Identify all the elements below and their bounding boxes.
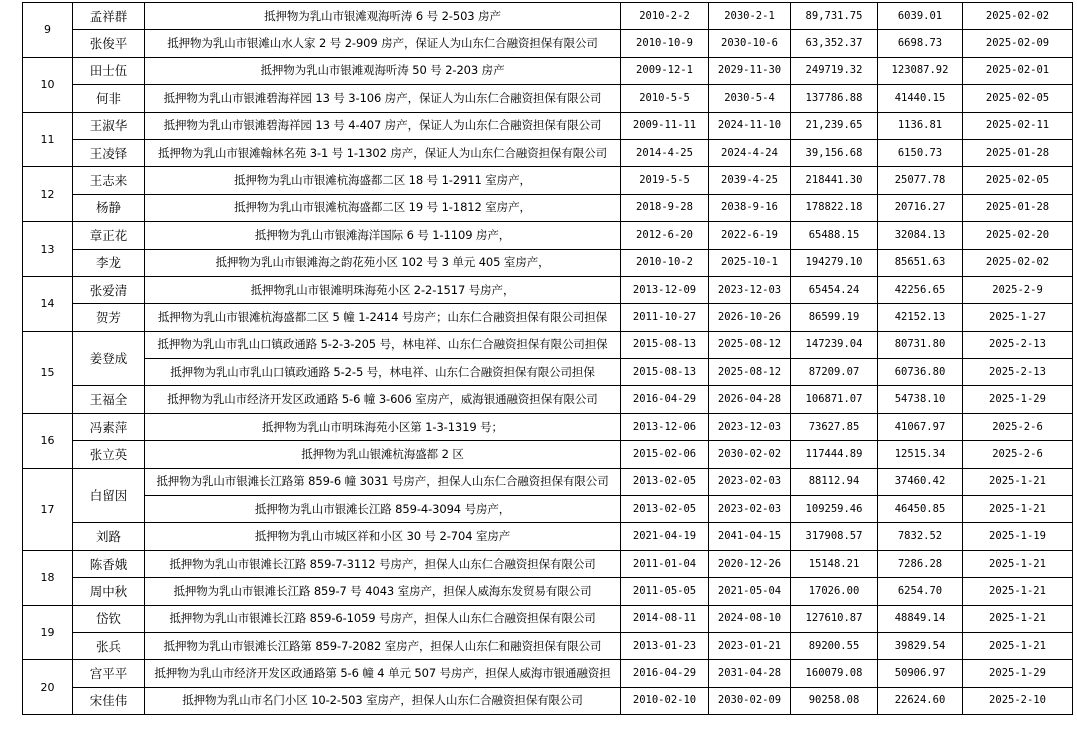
table-row: [23, 331, 1073, 358]
record-date-cell: 2025-1-21: [963, 632, 1073, 659]
collateral-description-cell: 抵押物为乳山市经济开发区政通路 5-6 幢 3-606 室房产，威海银通融资担保有限公司: [145, 386, 621, 413]
borrower-name-cell: 姜登成: [73, 331, 145, 386]
principal-amount-cell: 39,156.68: [791, 139, 878, 166]
borrower-name-cell: 张立英: [73, 441, 145, 468]
loan-start-date-cell: 2015-02-06: [621, 441, 709, 468]
borrower-name-cell: 章正花: [73, 222, 145, 249]
borrower-name-cell: 岱钦: [73, 605, 145, 632]
borrower-name-cell: 白留因: [73, 468, 145, 523]
collateral-description-cell: 抵押物为乳山市银滩海之韵花苑小区 102 号 3 单元 405 室房产，: [145, 249, 621, 276]
principal-amount-cell: 160079.08: [791, 660, 878, 687]
principal-amount-cell: 178822.18: [791, 194, 878, 221]
table-row: [23, 276, 1073, 303]
record-date-cell: 2025-01-28: [963, 139, 1073, 166]
interest-amount-cell: 60736.80: [878, 359, 963, 386]
loan-end-date-cell: 2031-04-28: [709, 660, 791, 687]
borrower-name-cell: 宋佳伟: [73, 687, 145, 714]
borrower-name-cell: 何非: [73, 85, 145, 112]
group-number-cell: 9: [23, 3, 73, 58]
table-row: [23, 222, 1073, 249]
group-number-cell: 15: [23, 331, 73, 413]
loan-start-date-cell: 2013-02-05: [621, 468, 709, 495]
loan-start-date-cell: 2021-04-19: [621, 523, 709, 550]
collateral-description-cell: 抵押物为乳山市银滩杭海盛都二区 19 号 1-1812 室房产，: [145, 194, 621, 221]
record-date-cell: 2025-01-28: [963, 194, 1073, 221]
principal-amount-cell: 89,731.75: [791, 3, 878, 30]
record-date-cell: 2025-2-9: [963, 276, 1073, 303]
table-row: [23, 578, 1073, 605]
collateral-description-cell: 抵押物为乳山市城区祥和小区 30 号 2-704 室房产: [145, 523, 621, 550]
loan-end-date-cell: 2025-08-12: [709, 359, 791, 386]
loan-end-date-cell: 2041-04-15: [709, 523, 791, 550]
table-row: [23, 550, 1073, 577]
loan-end-date-cell: 2039-4-25: [709, 167, 791, 194]
collateral-description-cell: 抵押物为乳山市银滩海洋国际 6 号 1-1109 房产，: [145, 222, 621, 249]
loan-end-date-cell: 2024-4-24: [709, 139, 791, 166]
borrower-name-cell: 李龙: [73, 249, 145, 276]
loan-end-date-cell: 2030-5-4: [709, 85, 791, 112]
loan-start-date-cell: 2010-02-10: [621, 687, 709, 714]
loan-end-date-cell: 2023-02-03: [709, 468, 791, 495]
loan-end-date-cell: 2025-10-1: [709, 249, 791, 276]
interest-amount-cell: 50906.97: [878, 660, 963, 687]
collateral-description-cell: 抵押物为乳山市名门小区 10-2-503 室房产，担保人山东仁合融资担保有限公司: [145, 687, 621, 714]
borrower-name-cell: 宫平平: [73, 660, 145, 687]
record-date-cell: 2025-1-19: [963, 523, 1073, 550]
interest-amount-cell: 54738.10: [878, 386, 963, 413]
interest-amount-cell: 80731.80: [878, 331, 963, 358]
collateral-description-cell: 抵押物为乳山市银滩长江路 859-7-3112 号房产，担保人山东仁合融资担保有限公司: [145, 550, 621, 577]
record-date-cell: 2025-02-05: [963, 167, 1073, 194]
principal-amount-cell: 249719.32: [791, 57, 878, 84]
loan-end-date-cell: 2023-12-03: [709, 276, 791, 303]
group-number-cell: 16: [23, 413, 73, 468]
principal-amount-cell: 65454.24: [791, 276, 878, 303]
interest-amount-cell: 7832.52: [878, 523, 963, 550]
principal-amount-cell: 194279.10: [791, 249, 878, 276]
table-row: [23, 249, 1073, 276]
borrower-name-cell: 王淑华: [73, 112, 145, 139]
interest-amount-cell: 12515.34: [878, 441, 963, 468]
borrower-name-cell: 田士伍: [73, 57, 145, 84]
interest-amount-cell: 42152.13: [878, 304, 963, 331]
table-row: [23, 523, 1073, 550]
table-row: [23, 496, 1073, 523]
interest-amount-cell: 6254.70: [878, 578, 963, 605]
interest-amount-cell: 41440.15: [878, 85, 963, 112]
loan-end-date-cell: 2023-02-03: [709, 496, 791, 523]
interest-amount-cell: 25077.78: [878, 167, 963, 194]
principal-amount-cell: 127610.87: [791, 605, 878, 632]
table-row: [23, 441, 1073, 468]
loan-start-date-cell: 2011-01-04: [621, 550, 709, 577]
record-date-cell: 2025-1-21: [963, 496, 1073, 523]
borrower-name-cell: 张俊平: [73, 30, 145, 57]
record-date-cell: 2025-2-6: [963, 413, 1073, 440]
collateral-description-cell: 抵押物为乳山市乳山口镇政通路 5-2-5 号，林电祥、山东仁合融资担保有限公司担保: [145, 359, 621, 386]
principal-amount-cell: 73627.85: [791, 413, 878, 440]
collateral-description-cell: 抵押物为乳山市乳山口镇政通路 5-2-3-205 号，林电祥、山东仁合融资担保有限公司担保: [145, 331, 621, 358]
record-date-cell: 2025-02-11: [963, 112, 1073, 139]
principal-amount-cell: 317908.57: [791, 523, 878, 550]
loan-end-date-cell: 2026-04-28: [709, 386, 791, 413]
record-date-cell: 2025-2-13: [963, 331, 1073, 358]
table-row: [23, 30, 1073, 57]
principal-amount-cell: 117444.89: [791, 441, 878, 468]
principal-amount-cell: 63,352.37: [791, 30, 878, 57]
collateral-description-cell: 抵押物乳山市银滩明珠海苑小区 2-2-1517 号房产，: [145, 276, 621, 303]
collateral-description-cell: 抵押物为乳山市银滩翰林名苑 3-1 号 1-1302 房产，保证人为山东仁合融资担保有限公司: [145, 139, 621, 166]
record-date-cell: 2025-2-10: [963, 687, 1073, 714]
collateral-description-cell: 抵押物为乳山市银滩长江路 859-4-3094 号房产，: [145, 496, 621, 523]
borrower-name-cell: 陈香娥: [73, 550, 145, 577]
interest-amount-cell: 1136.81: [878, 112, 963, 139]
table-row: [23, 304, 1073, 331]
loan-start-date-cell: 2010-10-2: [621, 249, 709, 276]
table-row: [23, 660, 1073, 687]
principal-amount-cell: 106871.07: [791, 386, 878, 413]
table-row: [23, 386, 1073, 413]
principal-amount-cell: 147239.04: [791, 331, 878, 358]
table-row: [23, 687, 1073, 714]
collateral-description-cell: 抵押物为乳山银滩杭海盛都 2 区: [145, 441, 621, 468]
loan-start-date-cell: 2014-4-25: [621, 139, 709, 166]
collateral-description-cell: 抵押物为乳山市银滩观海听涛 50 号 2-203 房产: [145, 57, 621, 84]
collateral-description-cell: 抵押物为乳山市银滩碧海祥园 13 号 4-407 房产，保证人为山东仁合融资担保有限公司: [145, 112, 621, 139]
record-date-cell: 2025-1-27: [963, 304, 1073, 331]
loan-start-date-cell: 2016-04-29: [621, 660, 709, 687]
principal-amount-cell: 21,239.65: [791, 112, 878, 139]
principal-amount-cell: 90258.08: [791, 687, 878, 714]
table-row: [23, 632, 1073, 659]
table-row: [23, 167, 1073, 194]
collateral-description-cell: 抵押物为乳山市明珠海苑小区第 1-3-1319 号；: [145, 413, 621, 440]
loan-start-date-cell: 2010-10-9: [621, 30, 709, 57]
borrower-name-cell: 王凌铎: [73, 139, 145, 166]
loan-end-date-cell: 2030-2-1: [709, 3, 791, 30]
table-row: [23, 85, 1073, 112]
borrower-name-cell: 王福全: [73, 386, 145, 413]
group-number-cell: 19: [23, 605, 73, 660]
loan-end-date-cell: 2025-08-12: [709, 331, 791, 358]
collateral-description-cell: 抵押物为乳山市银滩长江路第 859-6 幢 3031 号房产，担保人山东仁合融资担保有限公司: [145, 468, 621, 495]
loan-end-date-cell: 2021-05-04: [709, 578, 791, 605]
interest-amount-cell: 46450.85: [878, 496, 963, 523]
loan-start-date-cell: 2011-05-05: [621, 578, 709, 605]
borrower-name-cell: 杨静: [73, 194, 145, 221]
collateral-description-cell: 抵押物为乳山市银滩山水人家 2 号 2-909 房产，保证人为山东仁合融资担保有限公司: [145, 30, 621, 57]
record-date-cell: 2025-02-02: [963, 249, 1073, 276]
group-number-cell: 18: [23, 550, 73, 605]
record-date-cell: 2025-2-6: [963, 441, 1073, 468]
loan-start-date-cell: 2009-12-1: [621, 57, 709, 84]
interest-amount-cell: 7286.28: [878, 550, 963, 577]
loan-start-date-cell: 2013-12-09: [621, 276, 709, 303]
loan-start-date-cell: 2010-5-5: [621, 85, 709, 112]
loan-start-date-cell: 2014-08-11: [621, 605, 709, 632]
loan-end-date-cell: 2029-11-30: [709, 57, 791, 84]
borrower-name-cell: 冯素萍: [73, 413, 145, 440]
record-date-cell: 2025-2-13: [963, 359, 1073, 386]
record-date-cell: 2025-02-05: [963, 85, 1073, 112]
group-number-cell: 10: [23, 57, 73, 112]
interest-amount-cell: 85651.63: [878, 249, 963, 276]
loan-start-date-cell: 2012-6-20: [621, 222, 709, 249]
collateral-description-cell: 抵押物为乳山市经济开发区政通路第 5-6 幢 4 单元 507 号房产，担保人威海市银通融资担: [145, 660, 621, 687]
borrower-name-cell: 张爱清: [73, 276, 145, 303]
record-date-cell: 2025-1-21: [963, 550, 1073, 577]
record-date-cell: 2025-02-01: [963, 57, 1073, 84]
interest-amount-cell: 37460.42: [878, 468, 963, 495]
group-number-cell: 20: [23, 660, 73, 715]
loan-start-date-cell: 2016-04-29: [621, 386, 709, 413]
borrower-name-cell: 周中秋: [73, 578, 145, 605]
table-body: [23, 3, 1073, 715]
table-row: [23, 468, 1073, 495]
record-date-cell: 2025-02-09: [963, 30, 1073, 57]
loan-end-date-cell: 2030-02-09: [709, 687, 791, 714]
table-row: [23, 112, 1073, 139]
group-number-cell: 12: [23, 167, 73, 222]
collateral-description-cell: 抵押物为乳山市银滩长江路 859-7 号 4043 室房产，担保人威海东发贸易有限公司: [145, 578, 621, 605]
collateral-description-cell: 抵押物为乳山市银滩杭海盛都二区 5 幢 1-2414 号房产；山东仁合融资担保有限公司担保: [145, 304, 621, 331]
loan-end-date-cell: 2023-12-03: [709, 413, 791, 440]
loan-start-date-cell: 2011-10-27: [621, 304, 709, 331]
table-row: [23, 194, 1073, 221]
interest-amount-cell: 22624.60: [878, 687, 963, 714]
borrower-name-cell: 刘路: [73, 523, 145, 550]
principal-amount-cell: 89200.55: [791, 632, 878, 659]
loan-start-date-cell: 2013-01-23: [621, 632, 709, 659]
table-row: [23, 139, 1073, 166]
record-date-cell: 2025-1-21: [963, 578, 1073, 605]
table-row: [23, 3, 1073, 30]
interest-amount-cell: 32084.13: [878, 222, 963, 249]
record-date-cell: 2025-1-29: [963, 386, 1073, 413]
borrower-name-cell: 贺芳: [73, 304, 145, 331]
principal-amount-cell: 109259.46: [791, 496, 878, 523]
table-row: [23, 359, 1073, 386]
interest-amount-cell: 6039.01: [878, 3, 963, 30]
loan-start-date-cell: 2019-5-5: [621, 167, 709, 194]
principal-amount-cell: 88112.94: [791, 468, 878, 495]
record-date-cell: 2025-1-29: [963, 660, 1073, 687]
loan-start-date-cell: 2013-02-05: [621, 496, 709, 523]
loan-start-date-cell: 2013-12-06: [621, 413, 709, 440]
interest-amount-cell: 6698.73: [878, 30, 963, 57]
table-row: [23, 413, 1073, 440]
record-date-cell: 2025-02-20: [963, 222, 1073, 249]
table-row: [23, 57, 1073, 84]
group-number-cell: 11: [23, 112, 73, 167]
loan-end-date-cell: 2022-6-19: [709, 222, 791, 249]
interest-amount-cell: 41067.97: [878, 413, 963, 440]
table-row: [23, 605, 1073, 632]
principal-amount-cell: 65488.15: [791, 222, 878, 249]
collateral-description-cell: 抵押物为乳山市银滩长江路 859-6-1059 号房产，担保人山东仁合融资担保有限公司: [145, 605, 621, 632]
loan-start-date-cell: 2010-2-2: [621, 3, 709, 30]
record-date-cell: 2025-1-21: [963, 468, 1073, 495]
record-date-cell: 2025-02-02: [963, 3, 1073, 30]
group-number-cell: 14: [23, 276, 73, 331]
loan-end-date-cell: 2024-08-10: [709, 605, 791, 632]
loan-end-date-cell: 2030-10-6: [709, 30, 791, 57]
loan-start-date-cell: 2009-11-11: [621, 112, 709, 139]
principal-amount-cell: 86599.19: [791, 304, 878, 331]
group-number-cell: 13: [23, 222, 73, 277]
group-number-cell: 17: [23, 468, 73, 550]
loan-end-date-cell: 2026-10-26: [709, 304, 791, 331]
loan-start-date-cell: 2015-08-13: [621, 331, 709, 358]
borrower-name-cell: 张兵: [73, 632, 145, 659]
loan-end-date-cell: 2023-01-21: [709, 632, 791, 659]
collateral-description-cell: 抵押物为乳山市银滩杭海盛都二区 18 号 1-2911 室房产，: [145, 167, 621, 194]
principal-amount-cell: 87209.07: [791, 359, 878, 386]
interest-amount-cell: 6150.73: [878, 139, 963, 166]
principal-amount-cell: 137786.88: [791, 85, 878, 112]
collateral-description-cell: 抵押物为乳山市银滩碧海祥园 13 号 3-106 房产，保证人为山东仁合融资担保有限公司: [145, 85, 621, 112]
loan-start-date-cell: 2018-9-28: [621, 194, 709, 221]
interest-amount-cell: 123087.92: [878, 57, 963, 84]
record-date-cell: 2025-1-21: [963, 605, 1073, 632]
interest-amount-cell: 48849.14: [878, 605, 963, 632]
loan-start-date-cell: 2015-08-13: [621, 359, 709, 386]
collateral-description-cell: 抵押物为乳山市银滩长江路第 859-7-2082 室房产，担保人山东仁和融资担保有限公司: [145, 632, 621, 659]
borrower-name-cell: 王志来: [73, 167, 145, 194]
loan-end-date-cell: 2038-9-16: [709, 194, 791, 221]
collateral-description-cell: 抵押物为乳山市银滩观海听涛 6 号 2-503 房产: [145, 3, 621, 30]
interest-amount-cell: 39829.54: [878, 632, 963, 659]
loan-table: [22, 2, 1073, 715]
principal-amount-cell: 17026.00: [791, 578, 878, 605]
principal-amount-cell: 15148.21: [791, 550, 878, 577]
interest-amount-cell: 42256.65: [878, 276, 963, 303]
interest-amount-cell: 20716.27: [878, 194, 963, 221]
loan-end-date-cell: 2030-02-02: [709, 441, 791, 468]
borrower-name-cell: 孟祥群: [73, 3, 145, 30]
loan-end-date-cell: 2020-12-26: [709, 550, 791, 577]
loan-end-date-cell: 2024-11-10: [709, 112, 791, 139]
principal-amount-cell: 218441.30: [791, 167, 878, 194]
